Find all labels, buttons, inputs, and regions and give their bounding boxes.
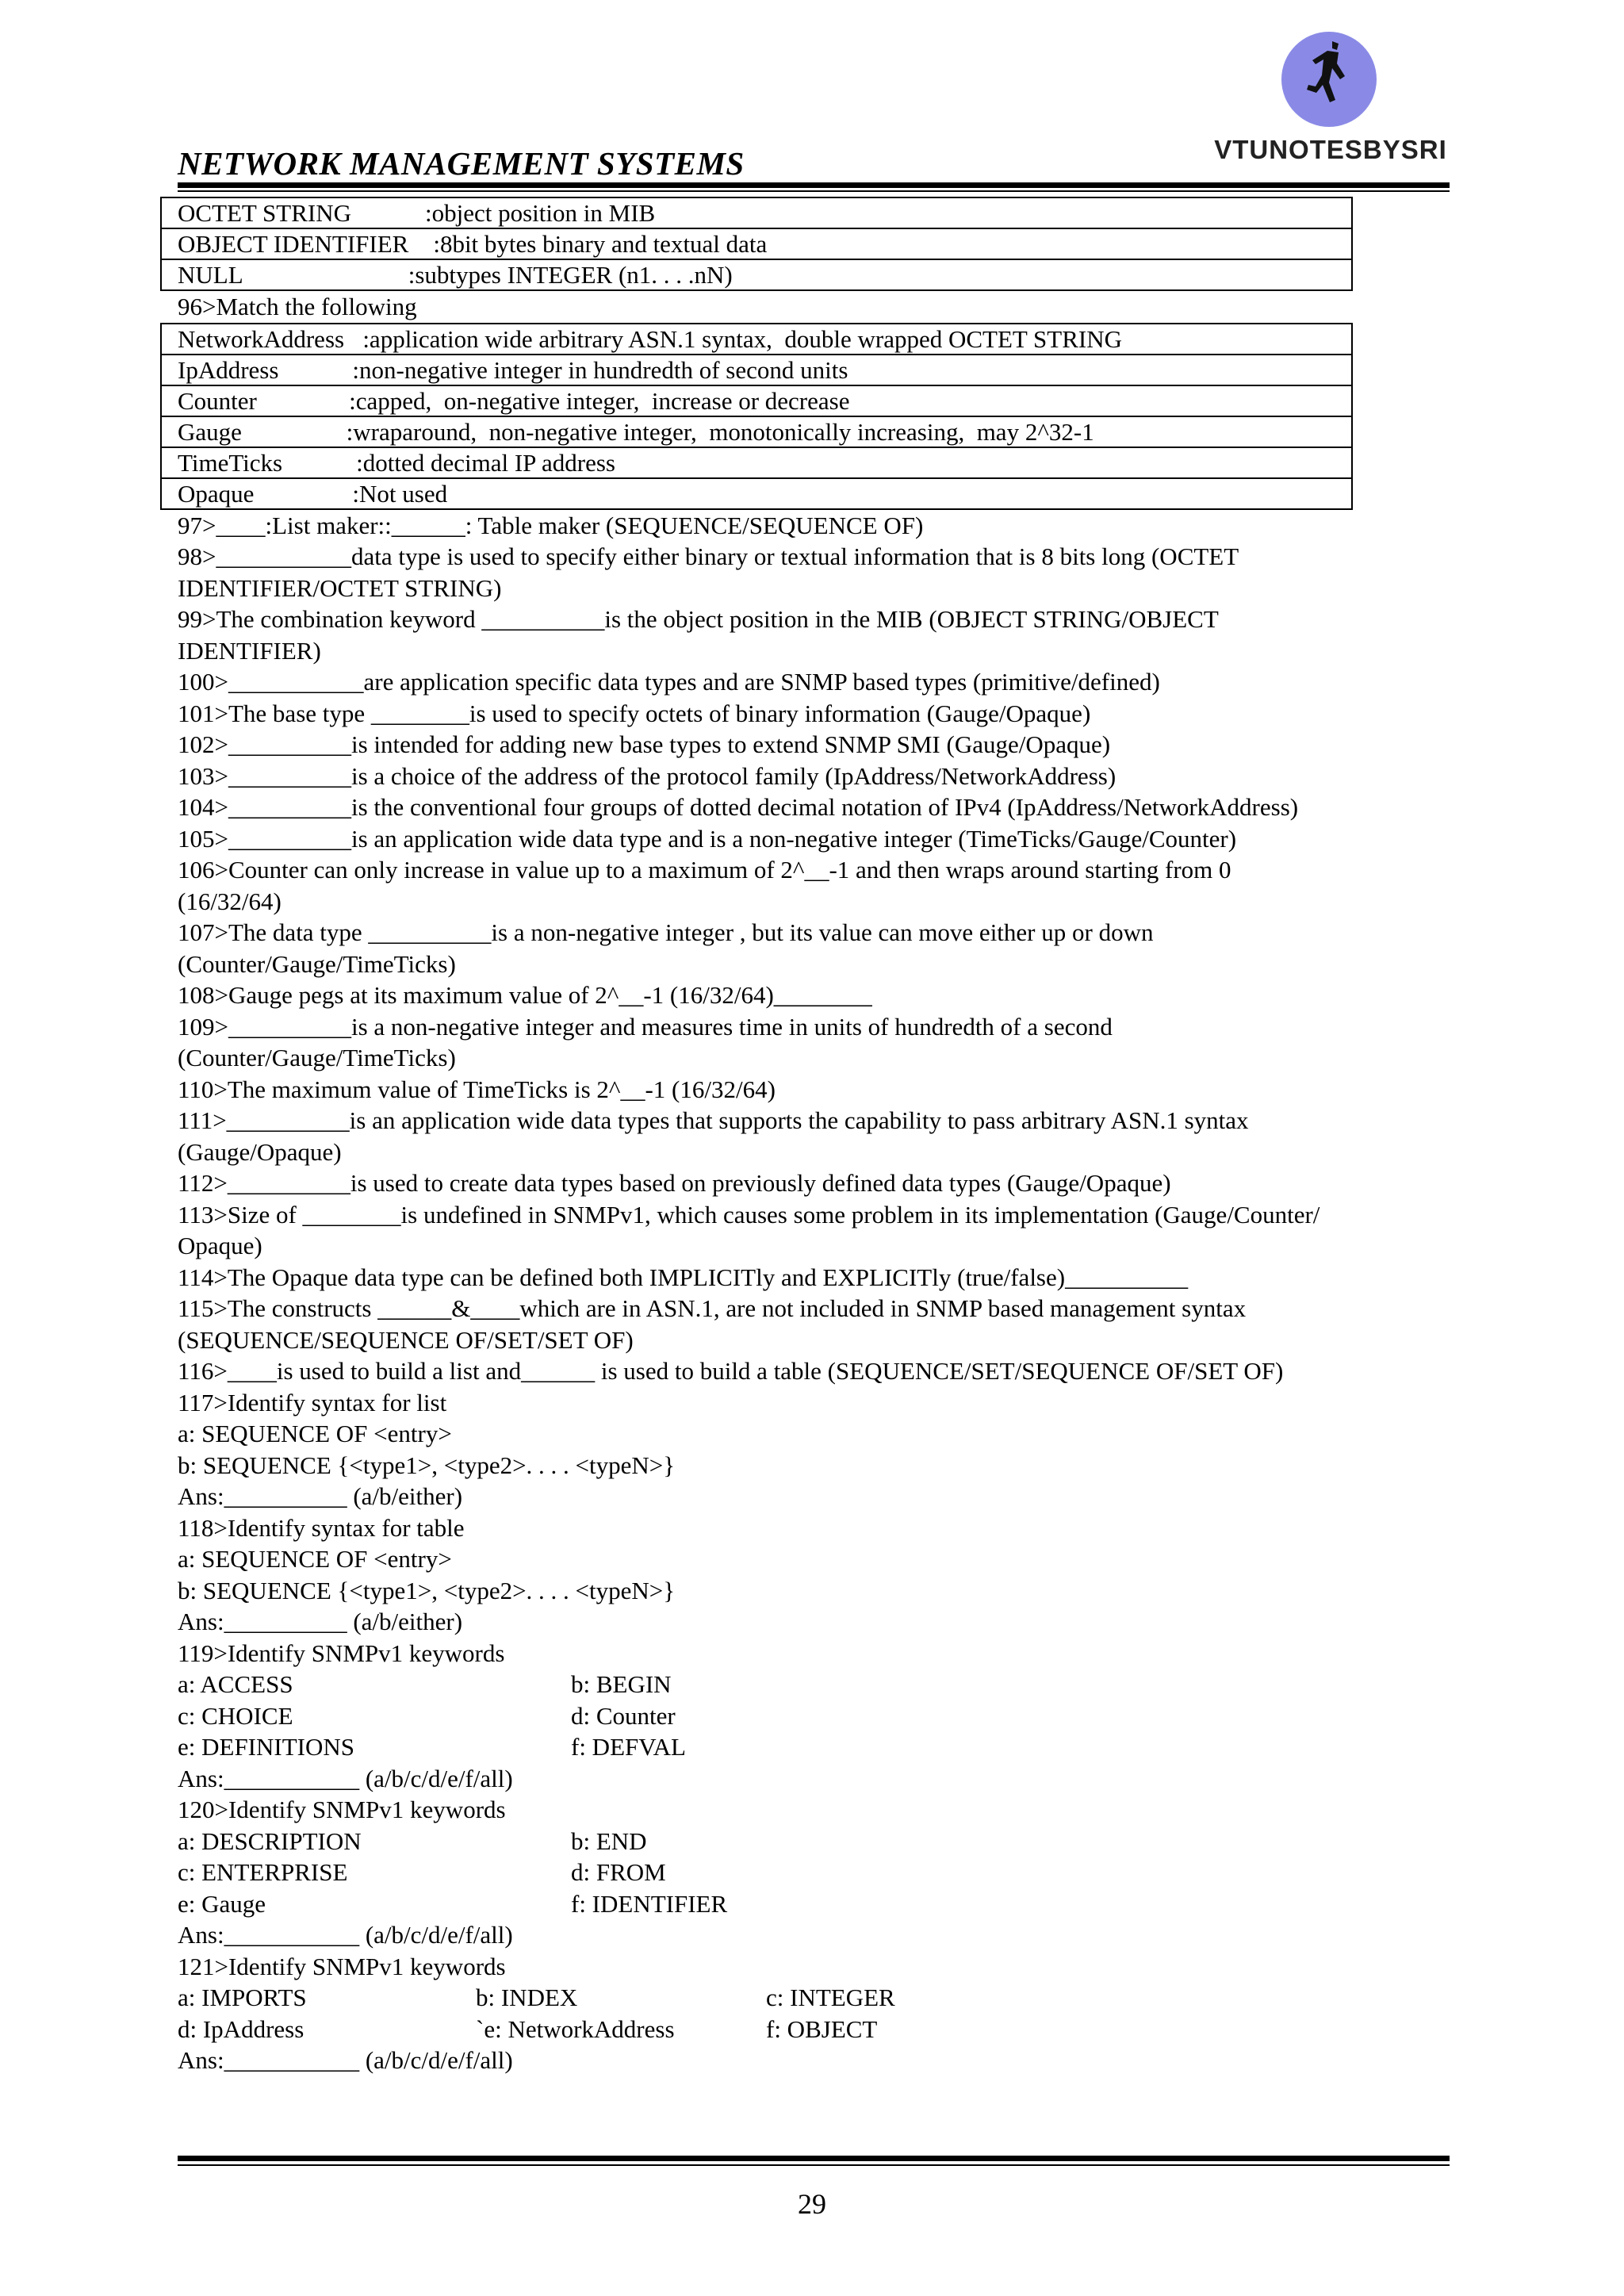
option-item: a: ACCESS [178,1670,293,1698]
question-119-label: 119>Identify SNMPv1 keywords [178,1639,505,1667]
question-line: a: SEQUENCE OF <entry> [178,1545,452,1573]
question-120-label: 120>Identify SNMPv1 keywords [178,1796,506,1823]
table-row [161,197,1352,228]
question-line: 118>Identify syntax for table [178,1513,465,1542]
question-line: 102>__________is intended for adding new base types to extend SNMP SMI (Gauge/Opaque) [178,730,1111,758]
table-cell: NetworkAddress :application wide arbitrary ASN.1 syntax, double wrapped OCTET STRING [161,324,1352,355]
question-121-answer: Ans:___________ (a/b/c/d/e/f/all) [178,2046,513,2074]
brand-logo [1212,30,1450,165]
question-line: b: SEQUENCE {<type1>, <type2>. . . . <typeN>} [178,1451,676,1479]
question-line: 109>__________is a non-negative integer and measures time in units of hundredth of a second [178,1012,1113,1041]
question-line: 108>Gauge pegs at its maximum value of 2^__-1 (16/32/64)________ [178,981,872,1009]
table-cell: TimeTicks :dotted decimal IP address [161,447,1352,478]
question-list [178,510,1462,1638]
question-line: 111>__________is an application wide data types that supports the capability to pass arbitrary ASN.1 syntax [178,1106,1249,1134]
page-header-title: NETWORK MANAGEMENT SYSTEMS [178,145,745,182]
question-121-label: 121>Identify SNMPv1 keywords [178,1952,506,1980]
question-line: 97>____:List maker::______: Table maker (SEQUENCE/SEQUENCE OF) [178,511,924,539]
question-line: Ans:__________ (a/b/either) [178,1482,463,1510]
table-row [161,416,1352,447]
option-item: f: DEFVAL [571,1733,686,1761]
option-item: e: Gauge [178,1889,266,1918]
question-line: 103>__________is a choice of the address of the protocol family (IpAddress/NetworkAddress) [178,761,1116,790]
option-item: `e: NetworkAddress [476,2014,675,2043]
footer-rule-thick [178,2156,1450,2161]
question-line: (Counter/Gauge/TimeTicks) [178,949,456,978]
question-line: Ans:__________ (a/b/either) [178,1608,463,1635]
question-line: 100>___________are application specific data types and are SNMP based types (primitive/defined) [178,668,1160,696]
datatype-table-body [161,197,1352,290]
option-row [178,2014,1462,2045]
table-cell: IpAddress :non-negative integer in hundredth of second units [161,355,1352,385]
question-120-answer: Ans:___________ (a/b/c/d/e/f/all) [178,1921,513,1949]
question-line: (Gauge/Opaque) [178,1137,342,1166]
match-table-body [161,324,1352,509]
question-line: b: SEQUENCE {<type1>, <type2>. . . . <typeN>} [178,1576,676,1604]
table-row [161,355,1352,385]
header-rule-thick [178,182,1450,188]
table-cell: OCTET STRING :object position in MIB [161,197,1352,228]
question-line: Opaque) [178,1232,262,1259]
table-row [161,385,1352,416]
climber-logo-icon [1277,30,1381,132]
document-body [178,197,1462,2076]
footer-rule-thin [178,2164,1450,2166]
option-item: c: INTEGER [766,1984,895,2011]
question-96-label: 96>Match the following [178,293,417,320]
option-row [178,1857,1462,1888]
option-row [178,1982,1462,2014]
question-119-options [178,1669,1462,1763]
option-item: d: IpAddress [178,2014,304,2043]
table-row [161,478,1352,509]
option-item: b: INDEX [476,1984,578,2011]
question-line: 106>Counter can only increase in value up to a maximum of 2^__-1 and then wraps around starting from 0 [178,856,1231,884]
table-cell: OBJECT IDENTIFIER :8bit bytes binary and textual data [161,228,1352,259]
table-cell: Counter :capped, on-negative integer, increase or decrease [161,385,1352,416]
table-row [161,259,1352,290]
option-item: a: IMPORTS [178,1984,307,2011]
question-line: 101>The base type ________is used to specify octets of binary information (Gauge/Opaque) [178,699,1091,727]
question-line: 113>Size of ________is undefined in SNMPv1, which causes some problem in its implementation (Gauge/Counter/ [178,1200,1320,1228]
question-line: 115>The constructs ______&____which are in ASN.1, are not included in SNMP based management syntax [178,1294,1247,1322]
option-item: b: BEGIN [571,1670,672,1698]
option-row [178,1731,1462,1763]
option-row [178,1669,1462,1700]
option-item: c: ENTERPRISE [178,1858,348,1886]
question-119-answer: Ans:___________ (a/b/c/d/e/f/all) [178,1764,513,1792]
page-number: 29 [798,2188,826,2220]
question-line: 105>__________is an application wide data type and is a non-negative integer (TimeTicks/Gauge/Counter) [178,824,1237,853]
table-row [161,324,1352,355]
question-120-options [178,1826,1462,1920]
question-line: 104>__________is the conventional four groups of dotted decimal notation of IPv4 (IpAddress/NetworkAddress) [178,793,1299,821]
question-line: 98>___________data type is used to specify either binary or textual information that is 8 bits long (OCTET [178,542,1239,570]
question-121-options [178,1982,1462,2045]
question-line: (SEQUENCE/SEQUENCE OF/SET/SET OF) [178,1325,634,1354]
question-line: (Counter/Gauge/TimeTicks) [178,1044,456,1071]
question-line: 114>The Opaque data type can be defined both IMPLICITly and EXPLICITly (true/false)__________ [178,1263,1189,1291]
question-line: 99>The combination keyword __________is the object position in the MIB (OBJECT STRING/OBJECT [178,605,1219,633]
option-row [178,1888,1462,1920]
header-rule-thin [178,190,1450,192]
option-item: f: OBJECT [766,2014,878,2043]
option-row [178,1700,1462,1732]
brand-name: VTUNOTESBYSRI [1214,135,1447,164]
option-item: f: IDENTIFIER [571,1889,728,1918]
option-item: e: DEFINITIONS [178,1733,354,1761]
option-item: d: FROM [571,1858,666,1886]
question-line: 107>The data type __________is a non-negative integer , but its value can move either up or down [178,918,1154,946]
question-line: IDENTIFIER/OCTET STRING) [178,573,502,602]
question-line: IDENTIFIER) [178,636,321,665]
question-line: (16/32/64) [178,887,282,915]
table-row [161,447,1352,478]
option-item: a: DESCRIPTION [178,1826,362,1855]
table-cell: Gauge :wraparound, non-negative integer, monotonically increasing, may 2^32-1 [161,416,1352,447]
table-row [161,228,1352,259]
question-line: 117>Identify syntax for list [178,1388,447,1416]
question-line: a: SEQUENCE OF <entry> [178,1420,452,1447]
table-cell: Opaque :Not used [161,478,1352,509]
option-row [178,1826,1462,1857]
question-line: 112>__________is used to create data types based on previously defined data types (Gauge/Opaque) [178,1169,1171,1197]
question-line: 116>____is used to build a list and______ is used to build a table (SEQUENCE/SET/SEQUENCE OF/SET OF) [178,1357,1284,1385]
question-line: 110>The maximum value of TimeTicks is 2^__-1 (16/32/64) [178,1075,776,1103]
match-table [160,323,1353,510]
option-item: d: Counter [571,1701,676,1730]
option-item: b: END [571,1826,647,1855]
option-item: c: CHOICE [178,1701,293,1730]
datatype-table [160,197,1353,291]
table-cell: NULL :subtypes INTEGER (n1. . . .nN) [161,259,1352,290]
